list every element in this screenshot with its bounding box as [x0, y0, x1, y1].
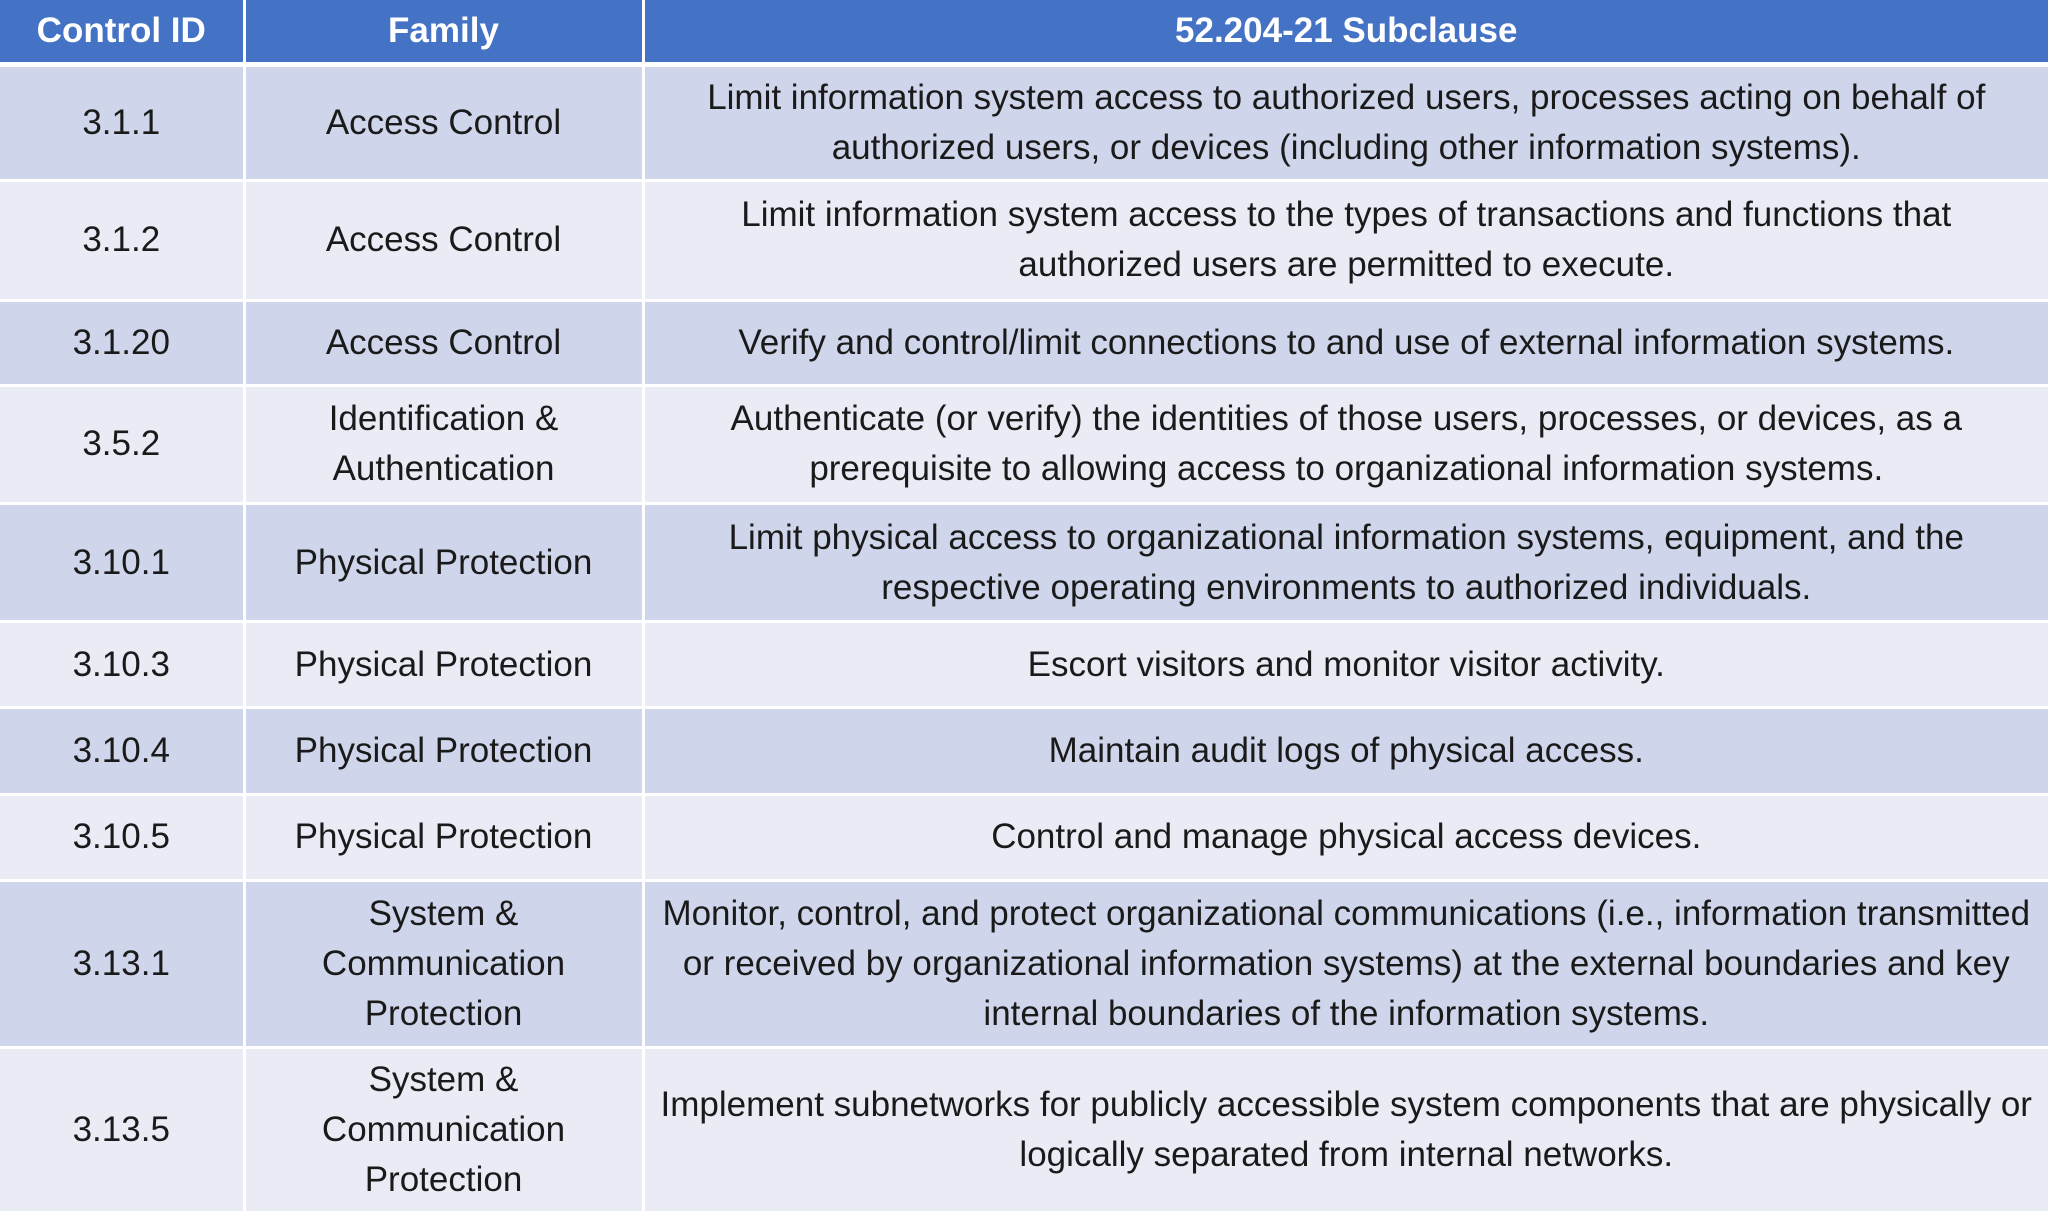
subclause-cell: Monitor, control, and protect organizational communications (i.e., information transmitted or received by organizational information systems) at the external boundaries and key internal boundaries of the information systems. — [643, 880, 2048, 1047]
subclause-cell: Implement subnetworks for publicly accessible system components that are physically or logically separated from internal networks. — [643, 1048, 2048, 1211]
subclause-cell: Authenticate (or verify) the identities of those users, processes, or devices, as a prerequisite to allowing access to organizational information systems. — [643, 385, 2048, 503]
header-row — [0, 0, 2048, 65]
subclause-cell: Control and manage physical access devices. — [643, 794, 2048, 880]
family-cell: Physical Protection — [244, 622, 643, 708]
family-cell: Access Control — [244, 300, 643, 385]
family-cell: System & Communication Protection — [244, 880, 643, 1047]
subclause-cell: Limit physical access to organizational information systems, equipment, and the respective operating environments to authorized individuals. — [643, 503, 2048, 621]
control-id-cell: 3.13.1 — [0, 880, 244, 1047]
control-id-cell: 3.10.5 — [0, 794, 244, 880]
table-row — [0, 181, 2048, 300]
family-cell: Physical Protection — [244, 708, 643, 794]
subclause-cell: Limit information system access to the types of transactions and functions that authorized users are permitted to execute. — [643, 181, 2048, 300]
table-row — [0, 65, 2048, 181]
family-cell: Identification & Authentication — [244, 385, 643, 503]
table-row — [0, 622, 2048, 708]
family-cell: Physical Protection — [244, 794, 643, 880]
control-id-cell: 3.10.3 — [0, 622, 244, 708]
table-row — [0, 503, 2048, 621]
table-row — [0, 794, 2048, 880]
subclause-cell: Limit information system access to authorized users, processes acting on behalf of authorized users, or devices (including other information systems). — [643, 65, 2048, 181]
family-cell: System & Communication Protection — [244, 1048, 643, 1211]
family-cell: Access Control — [244, 181, 643, 300]
table-row — [0, 708, 2048, 794]
control-id-cell: 3.10.4 — [0, 708, 244, 794]
subclause-cell: Verify and control/limit connections to and use of external information systems. — [643, 300, 2048, 385]
header-subclause: 52.204-21 Subclause — [643, 0, 2048, 65]
subclause-cell: Maintain audit logs of physical access. — [643, 708, 2048, 794]
header-control-id: Control ID — [0, 0, 244, 65]
control-id-cell: 3.1.20 — [0, 300, 244, 385]
control-id-cell: 3.13.5 — [0, 1048, 244, 1211]
subclause-cell: Escort visitors and monitor visitor activity. — [643, 622, 2048, 708]
control-id-cell: 3.10.1 — [0, 503, 244, 621]
control-id-cell: 3.1.1 — [0, 65, 244, 181]
table-row — [0, 880, 2048, 1047]
table-row — [0, 385, 2048, 503]
control-id-cell: 3.5.2 — [0, 385, 244, 503]
table-row — [0, 1048, 2048, 1211]
family-cell: Physical Protection — [244, 503, 643, 621]
header-family: Family — [244, 0, 643, 65]
control-id-cell: 3.1.2 — [0, 181, 244, 300]
table-row — [0, 300, 2048, 385]
family-cell: Access Control — [244, 65, 643, 181]
